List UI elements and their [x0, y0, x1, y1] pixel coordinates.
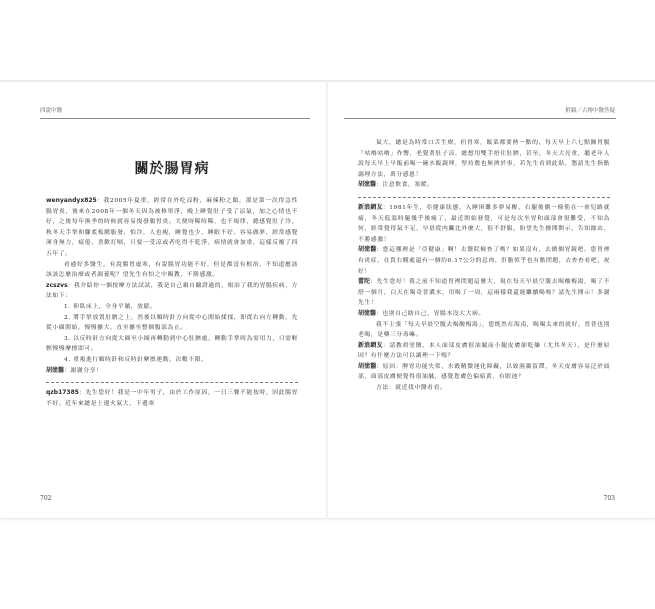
- entry-text: 4. 重複進行順時針和反時針摩擦運動，次數不限。: [64, 356, 208, 363]
- speaker-name: 胡塗醫: [358, 309, 377, 317]
- right-header-rule: [344, 118, 616, 119]
- speaker-name: 新浪網友: [358, 341, 383, 349]
- entry-text: ：請教胡塗醫，本人面部皮膚很油膩而小腿皮膚卻乾燥（尤其冬天），是什麼原因？有什麼方法可以調理一下嗎？: [358, 342, 610, 360]
- right-page-body: [358, 138, 610, 394]
- speaker-name: 蕾陀: [358, 278, 371, 286]
- entry-text: ：也別自己瞎自己，胃腸本沒大大病。: [376, 310, 485, 317]
- right-page-number: 703: [603, 495, 615, 502]
- speaker-name: zcszvs: [46, 281, 68, 289]
- entry-text: ：我2005年夏重，經常在外吃涼粉、麻辣粉之類，那是第一次得急性腸胃炎，後來在2008年一個冬天因為被修單淨，晚上睡覺肚子受了涼氣，加之心情也不好，之後每年換季的時候就容易復發腸胃炎。大便時稀時稀，也不規律，總感覺肚子冷，秋冬天手掌和腳底板腫脹發，怕冷，人也瘦，睡覺也少，睡眠不好，容易做夢，經常感覺渾身無力，疲倦，喜歡打嗝，只要一受涼或者吃得不乾淨，病情就會加重，這樣反覆了四五年了。: [46, 198, 298, 257]
- page-title: 關於腸胃病: [134, 161, 210, 177]
- entry-text: 2. 將手掌放置肚臍之上，然後以順時針方向從中心開始揉揉，即從右向左轉動，先從小圈開始，慢慢擴大，直至擴至整個腹部為止。: [46, 314, 298, 332]
- entry: [358, 341, 610, 362]
- speaker-name: 胡塗醫: [358, 181, 377, 189]
- left-header-rule: [40, 118, 310, 119]
- entry: [46, 355, 298, 366]
- entry-text: 氣大，總是為時常口舌生療，但胃寒，飯菜都要熱一點的，每天早上六七點鐘胃腸「咕嚕咕嚕」作響，老覺著肚子涼，總想用雙手捂住肚臍，甚至，冬天大亮重，聽老年人說每天早上早飯前喝一碗水飯調理，堅持敷也無濟於事，若先生看到此貼，懇請先生指點調理方法，萬分感恩！: [358, 140, 610, 178]
- entry-separator: [46, 382, 298, 383]
- entry: [46, 281, 298, 302]
- speaker-name: 胡塗醫: [358, 362, 377, 370]
- book-gutter: [326, 82, 328, 518]
- right-running-head: 附錄／古傳中醫答疑: [565, 108, 615, 114]
- entry-text: 1. 仰臥床上，全身平躺，放鬆。: [64, 303, 157, 310]
- entry: [358, 320, 610, 341]
- speaker-name: 胡塗醫: [358, 246, 377, 254]
- entry: [46, 196, 298, 260]
- entry: [358, 362, 610, 383]
- entry-text: ：您這哪裡是「亞健康」啊！去醫院檢查了嗎？如果沒有，去做個胃鏡吧。您胃裡有炎症，在貴右側處還有一個約0.17公分的息肉，肝膽似乎也有點問題，去查查看吧，祝好！: [358, 247, 610, 275]
- entry: [358, 309, 610, 320]
- entry: [358, 138, 610, 180]
- entry-text: ：注意飲食，塞暖。: [376, 182, 434, 189]
- entry: [46, 334, 298, 355]
- entry-text: ：謝謝分享！: [64, 367, 103, 374]
- entry-text: 3. 以反時針方向從大圈至小圈再轉動到中心肚臍處，轉動手掌時為需用力，只需輕輕慢慢摩擦即可。: [46, 335, 298, 353]
- entry-text: ：原因：脾胃功能失常，水穀精微運化障礙，以致濕濁留滯，冬天皮膚容易泛於面部，面部皮膚便覺得很油膩，感覺您膚色偏暗黃，有眼池？: [358, 363, 610, 381]
- entry-text: ：先生您好！我之前不知道胃裡問題這麼大，現在每天早晨空腹去喝酸梅湯，喝了不舒一個月，白天在喝奇普濃水，用喝了一周，這兩樣我還能繼續喝嗎？請先生開示！多謝先生！: [358, 279, 610, 307]
- entry: [46, 260, 298, 281]
- speaker-name: 新浪網友: [358, 203, 383, 211]
- entry: [358, 277, 610, 309]
- entry: [358, 245, 610, 277]
- entry: [46, 302, 298, 313]
- speaker-name: wenyandyx825: [46, 197, 97, 204]
- speaker-name: qzb17385: [46, 389, 79, 397]
- entry: [358, 180, 610, 191]
- entry-text: 看過好多醫生，有說腸胃虛寒，有說腸胃功能不好，但是都沒有根治，不知道應該該該怎麼治療或者調養呢？望先生有怕之中賜教，不勝感激。: [46, 261, 298, 279]
- left-page-number: 702: [40, 495, 52, 502]
- entry-text: 我不主張「每天早晨空腹去喝酸梅湯」，您既然在海南，喝喝太來的就好，普普也別老喝，是藥三分毒嘛。: [358, 321, 610, 339]
- entry-text: 方法：就近找中醫看看。: [376, 385, 447, 392]
- entry: [46, 366, 298, 377]
- speaker-name: 胡塗醫: [46, 366, 65, 374]
- entry-text: ：1981年生，亞健康狀態，入睡困難多夢易醒，右腿後側一條筋在一會兒路就痛，冬天低溫時腿幾乎後痛了，最近開始發覺，可是每次坐胃和頭部會很難受，不知為何，經常覺得氣不足，早晨從肉臟比外麼大，很不舒服，盼望先生撥開開示，告知緣由，不勝感激！: [358, 204, 610, 243]
- entry-text: ：我介紹你一個按摩方法試試，我是自己親自驗證過的，根治了我的胃腸疾病，方法如下：: [46, 282, 298, 300]
- entry: [358, 383, 610, 394]
- entry-separator: [358, 197, 610, 198]
- entry: [358, 203, 610, 245]
- entry: [46, 313, 298, 334]
- left-running-head: 四說中醫: [40, 108, 63, 114]
- entry: [46, 388, 298, 409]
- left-page-body: [46, 196, 298, 409]
- entry-text: ：先生您好！我是一中年男子，由於工作原因，一日三餐不能按時，因此腸胃不好。近年來總是上邊火氣大，下邊寒: [46, 390, 298, 407]
